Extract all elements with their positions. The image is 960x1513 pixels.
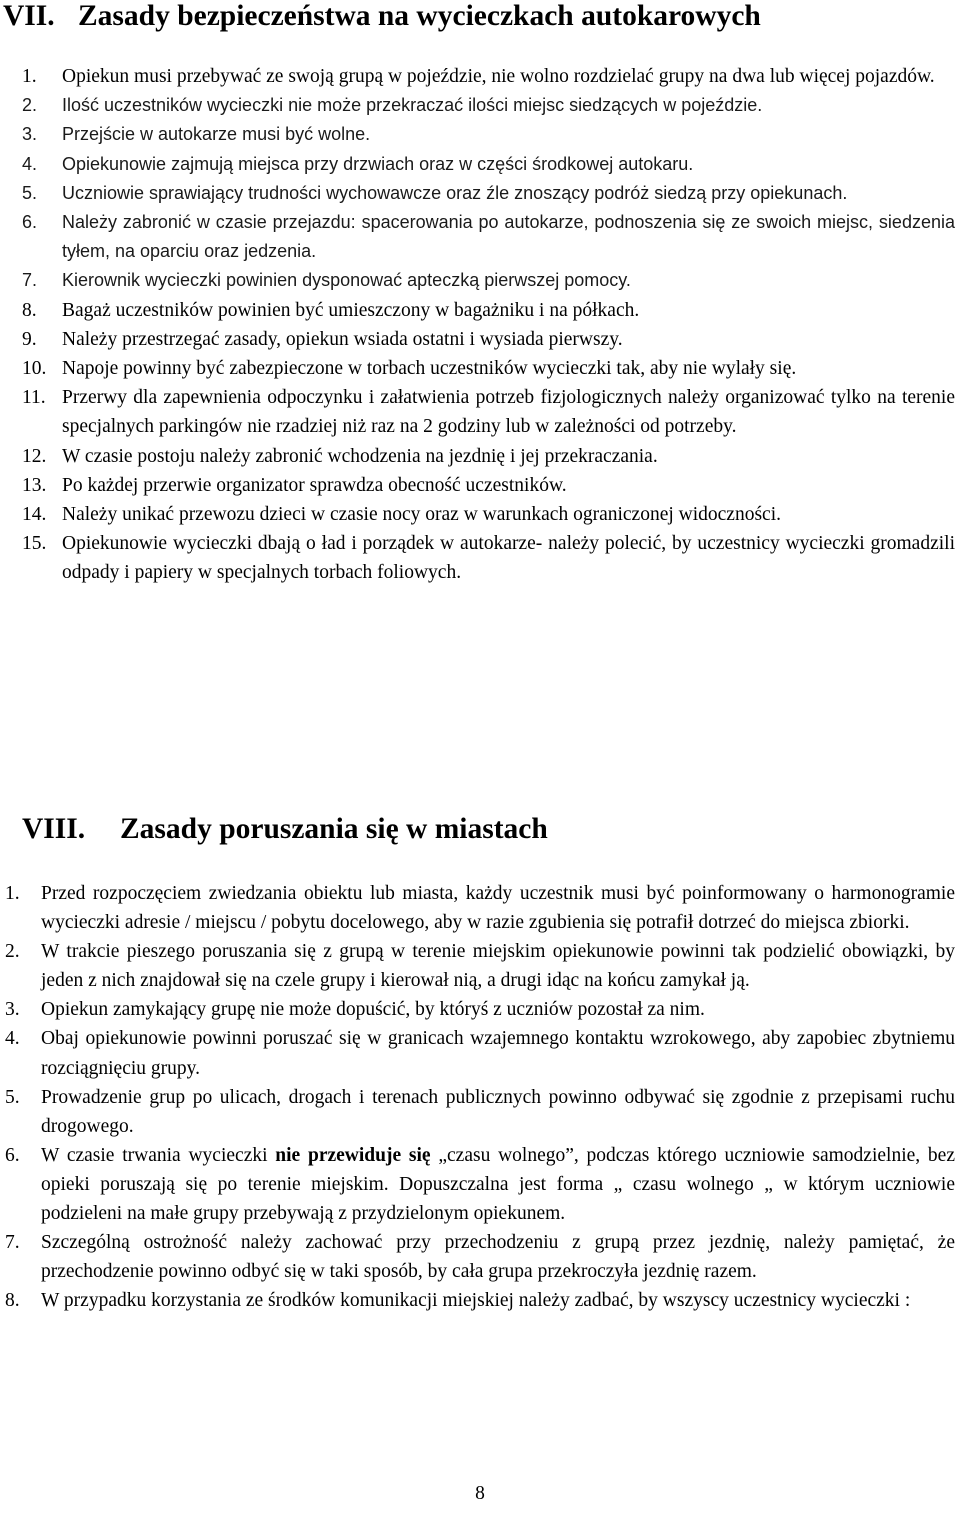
item-text: Przed rozpoczęciem zwiedzania obiektu lub miasta, każdy uczestnik musi być poinformowany o harmonogramie wycieczki adresie / miejscu / pobytu docelowego, aby w razie zgubienia się potrafił dotrzeć do miejsca zbiorki.	[41, 883, 955, 934]
item-number: 8.	[5, 1290, 20, 1312]
list-item	[22, 354, 955, 383]
list-item	[22, 296, 955, 325]
list-item	[22, 529, 955, 587]
item-text: Należy unikać przewozu dzieci w czasie nocy oraz w warunkach ograniczonej widoczności.	[62, 504, 781, 526]
page-number: 8	[475, 1483, 485, 1504]
list-item	[22, 62, 955, 91]
item-text: Kierownik wycieczki powinien dysponować apteczką pierwszej pomocy.	[62, 270, 631, 291]
item-number: 12.	[22, 445, 47, 467]
list-item	[22, 120, 955, 149]
item-text: Napoje powinny być zabezpieczone w torbach uczestników wycieczki tak, aby nie wylały się.	[62, 358, 797, 380]
item-text: Należy zabronić w czasie przejazdu: spacerowania po autokarze, podnoszenia się ze swoich miejsc, siedzenia tyłem, na oparciu oraz jedzenia.	[62, 212, 955, 262]
list-item	[22, 150, 955, 179]
list-item	[5, 879, 955, 937]
item-text: Opiekun zamykający grupę nie może dopuścić, by któryś z uczniów pozostał za nim.	[41, 999, 705, 1021]
item-number: 8.	[22, 299, 37, 321]
list-item	[22, 325, 955, 354]
list-item	[5, 1141, 955, 1228]
list-item	[5, 1286, 955, 1315]
section-7-title: Zasady bezpieczeństwa na wycieczkach autokarowych	[78, 0, 761, 32]
item-text: W trakcie pieszego poruszania się z grupą w terenie miejskim opiekunowie powinni tak podzielić obowiązki, by jeden z nich znajdował się na czele grupy i kierował nią, a drugi idąc na końcu zamykał ją.	[41, 941, 955, 992]
item-number: 10.	[22, 358, 47, 380]
item-text: W przypadku korzystania ze środków komunikacji miejskiej należy zadbać, by wszyscy uczestnicy wycieczki :	[41, 1290, 911, 1312]
section-7-number: VII.	[3, 0, 55, 32]
section-8-number: VIII.	[22, 813, 86, 845]
item-text: Uczniowie sprawiający trudności wychowawcze oraz źle znoszący podróż siedzą przy opiekunach.	[62, 182, 848, 203]
item-text: W czasie trwania wycieczki	[41, 1144, 276, 1166]
item-number: 3.	[22, 124, 38, 145]
list-item	[22, 179, 955, 208]
item-number: 4.	[22, 153, 38, 174]
item-text: Prowadzenie grup po ulicach, drogach i terenach publicznych powinno odbywać się zgodnie z przepisami ruchu drogowego.	[41, 1086, 955, 1137]
item-text: „czasu wolnego”, podczas którego uczniowie samodzielnie, bez opieki poruszają się po terenie miejskim. Dopuszczalna jest forma „ czasu wolnego „ w którym uczniowie podzieleni na małe grupy przebywają z przydzielonym opiekunem.	[41, 1144, 955, 1225]
item-number: 4.	[5, 1028, 20, 1050]
item-text: Przejście w autokarze musi być wolne.	[62, 124, 371, 145]
item-number: 3.	[5, 999, 20, 1021]
item-text: Ilość uczestników wycieczki nie może przekraczać ilości miejsc siedzących w pojeździe.	[62, 95, 763, 116]
item-text: Obaj opiekunowie powinni poruszać się w granicach wzajemnego kontaktu wzrokowego, aby zapobiec zbytniemu rozciągnięciu grupy.	[41, 1028, 955, 1079]
item-number: 1.	[5, 883, 20, 904]
item-number: 5.	[22, 182, 38, 203]
item-text: W czasie postoju należy zabronić wchodzenia na jezdnię i jej przekraczania.	[62, 445, 658, 467]
item-text: Należy przestrzegać zasady, opiekun wsiada ostatni i wysiada pierwszy.	[62, 328, 623, 350]
item-number: 11.	[22, 387, 46, 409]
item-number: 6.	[22, 212, 38, 233]
item-number: 15.	[22, 533, 47, 555]
item-number: 2.	[5, 941, 20, 963]
item-text: Przerwy dla zapewnienia odpoczynku i załatwienia potrzeb fizjologicznych należy organizować tylko na terenie specjalnych parkingów nie rzadziej niż raz na 2 godziny lub w zależności od potrzeby.	[62, 387, 955, 438]
item-number: 2.	[22, 95, 38, 116]
section-8-title: Zasady poruszania się w miastach	[120, 813, 548, 845]
item-number: 7.	[22, 270, 38, 291]
section-7-list	[22, 62, 955, 588]
item-text-bold: nie przewiduje się	[275, 1144, 431, 1166]
list-item	[22, 383, 955, 441]
item-text: Opiekunowie zajmują miejsca przy drzwiach oraz w części środkowej autokaru.	[62, 153, 694, 174]
item-number: 14.	[22, 504, 47, 526]
list-item	[5, 1083, 955, 1141]
list-item	[5, 995, 955, 1024]
list-item	[5, 1024, 955, 1082]
item-number: 6.	[5, 1144, 20, 1166]
item-number: 9.	[22, 328, 37, 350]
item-number: 5.	[5, 1086, 20, 1108]
section-8-list	[5, 879, 955, 1315]
list-item	[5, 1228, 955, 1286]
item-text: Po każdej przerwie organizator sprawdza obecność uczestników.	[62, 474, 567, 496]
list-item	[22, 500, 955, 529]
section-7-heading	[3, 0, 761, 32]
item-number: 1.	[22, 66, 37, 87]
section-8-heading	[22, 812, 548, 846]
list-item	[22, 91, 955, 120]
list-item	[5, 937, 955, 995]
item-number: 13.	[22, 474, 47, 496]
item-number: 7.	[5, 1232, 20, 1254]
list-item	[22, 266, 955, 295]
list-item	[22, 208, 955, 266]
list-item	[22, 471, 955, 500]
item-text: Szczególną ostrożność należy zachować przy przechodzeniu z grupą przez jezdnię, należy pamiętać, że przechodzenie powinno odbyć się w taki sposób, by cała grupa przekroczyła jezdnię razem.	[41, 1232, 955, 1283]
item-text: Opiekun musi przebywać ze swoją grupą w pojeździe, nie wolno rozdzielać grupy na dwa lub więcej pojazdów.	[62, 66, 935, 87]
item-text: Bagaż uczestników powinien być umieszczony w bagażniku i na półkach.	[62, 299, 640, 321]
item-text: Opiekunowie wycieczki dbają o ład i porządek w autokarze- należy polecić, by uczestnicy wycieczki gromadzili odpady i papiery w specjalnych torbach foliowych.	[62, 533, 955, 584]
list-item	[22, 442, 955, 471]
